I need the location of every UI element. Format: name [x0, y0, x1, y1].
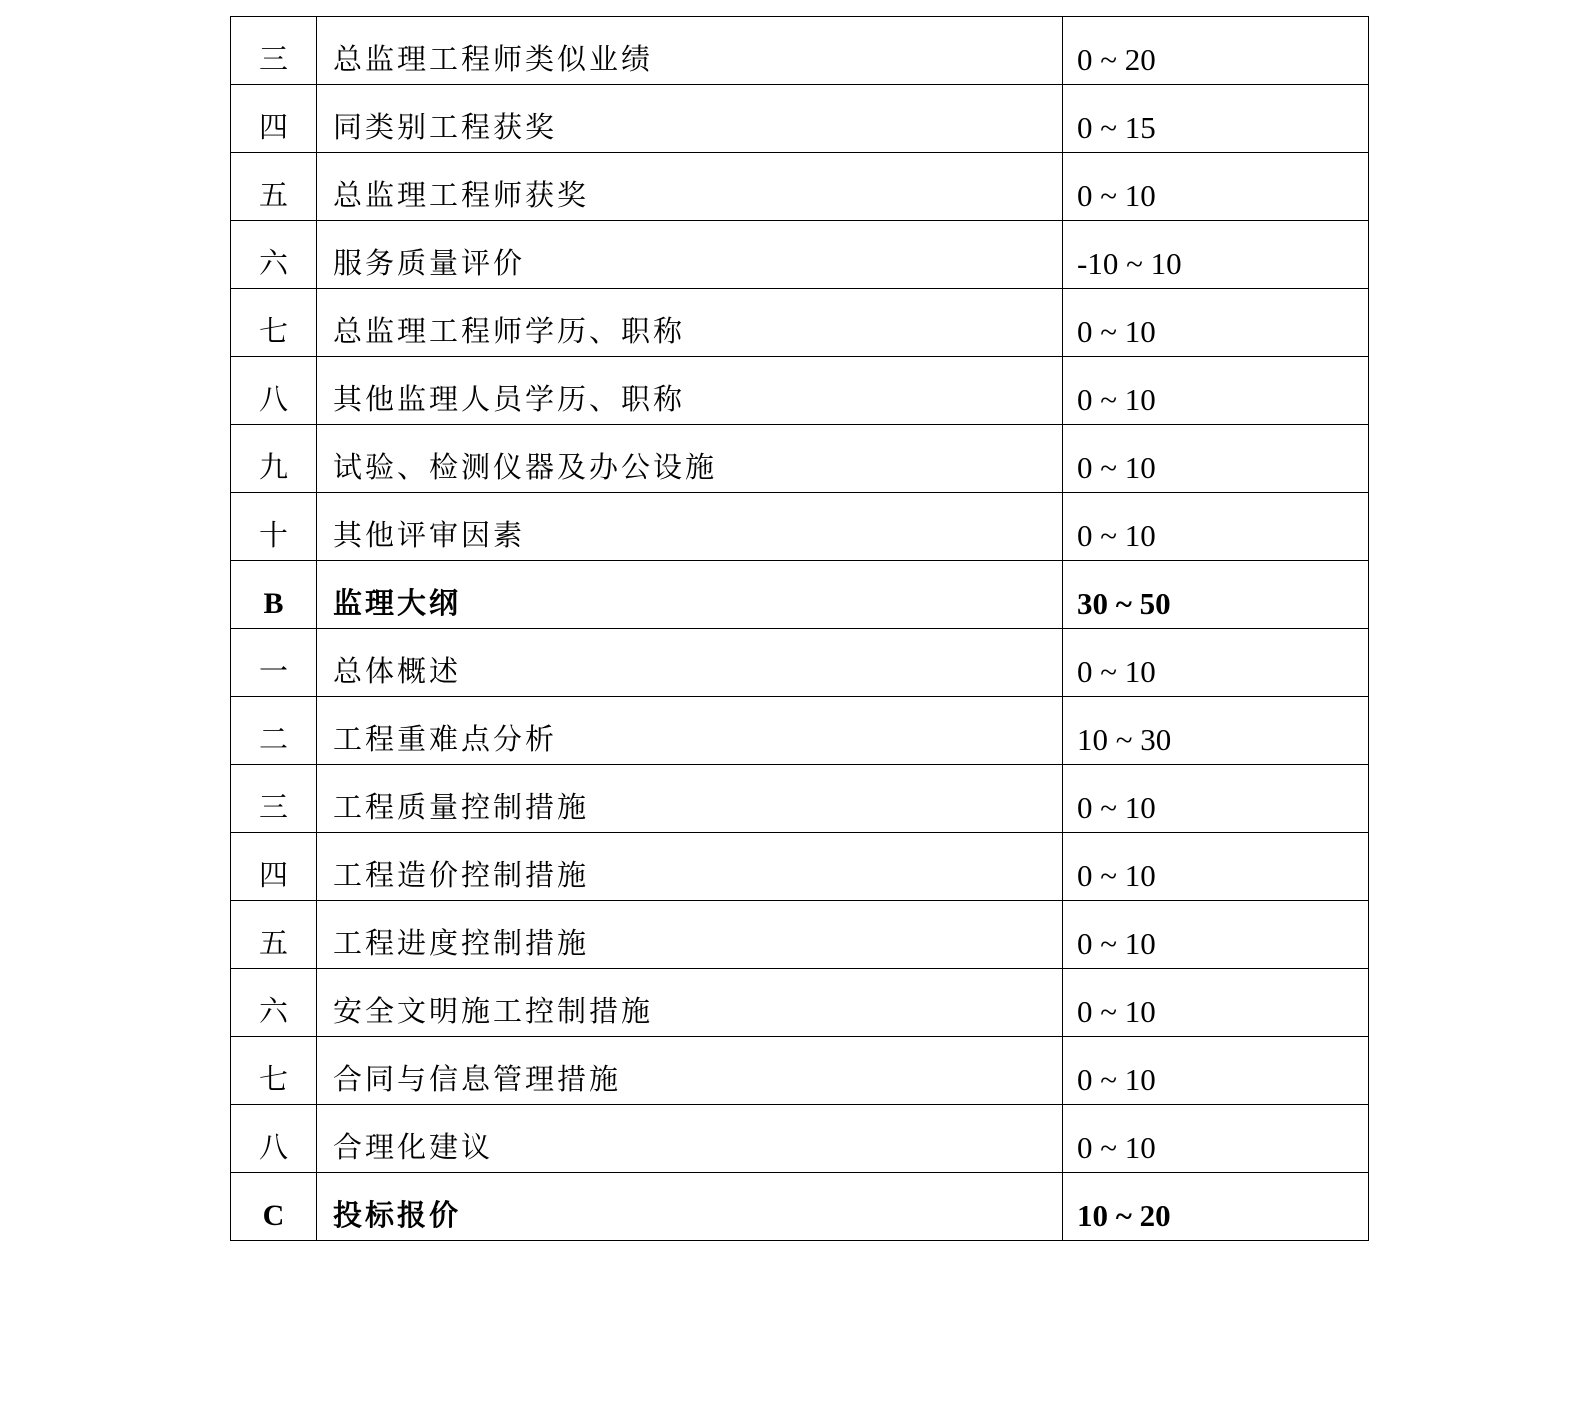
row-index-text: 四: [258, 858, 288, 892]
row-score-range-cell: [1063, 1173, 1369, 1241]
row-item-cell: [317, 901, 1063, 969]
row-index-cell: [231, 153, 317, 221]
row-score-range-text: -10 ~ 10: [1077, 246, 1182, 281]
row-item-text: 试验、检测仪器及办公设施: [333, 450, 718, 484]
row-item-text: 同类别工程获奖: [333, 110, 558, 144]
row-item-text: 总监理工程师获奖: [333, 178, 590, 212]
row-score-range-cell: [1063, 289, 1369, 357]
row-score-range-text: 10 ~ 30: [1077, 722, 1172, 757]
row-score-range-text: 0 ~ 10: [1077, 1130, 1156, 1165]
row-score-range-text: 0 ~ 10: [1077, 790, 1156, 825]
row-index-cell: [231, 765, 317, 833]
row-score-range-cell: [1063, 357, 1369, 425]
row-item-cell: [317, 17, 1063, 85]
row-score-range-text: 0 ~ 15: [1077, 110, 1156, 145]
row-item-cell: [317, 1037, 1063, 1105]
row-index-cell: [231, 1173, 317, 1241]
row-score-range-cell: [1063, 629, 1369, 697]
row-score-range-text: 0 ~ 10: [1077, 450, 1156, 485]
row-score-range-cell: [1063, 1037, 1369, 1105]
row-score-range-text: 0 ~ 10: [1077, 1062, 1156, 1097]
row-score-range-text: 0 ~ 10: [1077, 858, 1156, 893]
row-score-range-cell: [1063, 901, 1369, 969]
row-index-cell: [231, 629, 317, 697]
row-index-text: C: [262, 1198, 285, 1232]
row-item-text: 工程重难点分析: [333, 722, 558, 756]
row-index-cell: [231, 357, 317, 425]
row-item-cell: [317, 833, 1063, 901]
row-item-cell: [317, 561, 1063, 629]
table-row: [231, 833, 1369, 901]
row-item-cell: [317, 697, 1063, 765]
row-index-text: 八: [258, 382, 288, 416]
row-item-cell: [317, 85, 1063, 153]
row-index-text: 一: [258, 654, 288, 688]
row-index-text: 三: [258, 42, 288, 76]
row-score-range-text: 0 ~ 10: [1077, 178, 1156, 213]
row-index-cell: [231, 1105, 317, 1173]
row-item-cell: [317, 969, 1063, 1037]
row-index-text: 五: [258, 178, 288, 212]
row-index-text: B: [263, 586, 284, 620]
row-item-cell: [317, 289, 1063, 357]
row-index-cell: [231, 697, 317, 765]
row-score-range-cell: [1063, 833, 1369, 901]
row-score-range-cell: [1063, 1105, 1369, 1173]
row-score-range-text: 30 ~ 50: [1077, 586, 1171, 621]
row-index-cell: [231, 425, 317, 493]
row-item-text: 工程进度控制措施: [333, 926, 590, 960]
row-index-text: 五: [258, 926, 288, 960]
row-score-range-text: 0 ~ 20: [1077, 42, 1156, 77]
row-item-cell: [317, 1105, 1063, 1173]
table-row: [231, 289, 1369, 357]
row-score-range-cell: [1063, 697, 1369, 765]
section-row: [231, 1173, 1369, 1241]
row-score-range-cell: [1063, 561, 1369, 629]
row-index-cell: [231, 85, 317, 153]
row-score-range-cell: [1063, 493, 1369, 561]
row-item-cell: [317, 629, 1063, 697]
row-score-range-cell: [1063, 969, 1369, 1037]
row-item-text: 合理化建议: [333, 1130, 494, 1164]
table-row: [231, 765, 1369, 833]
table-row: [231, 221, 1369, 289]
row-score-range-cell: [1063, 85, 1369, 153]
row-item-cell: [317, 765, 1063, 833]
row-item-text: 投标报价: [333, 1198, 462, 1232]
row-score-range-cell: [1063, 765, 1369, 833]
table-row: [231, 969, 1369, 1037]
section-row: [231, 561, 1369, 629]
row-score-range-text: 0 ~ 10: [1077, 926, 1156, 961]
row-index-text: 八: [258, 1130, 288, 1164]
row-index-text: 七: [258, 314, 288, 348]
table-row: [231, 629, 1369, 697]
row-item-text: 总监理工程师类似业绩: [333, 42, 654, 76]
row-index-text: 六: [258, 994, 288, 1028]
row-item-cell: [317, 425, 1063, 493]
row-index-text: 七: [258, 1062, 288, 1096]
table-row: [231, 357, 1369, 425]
row-index-cell: [231, 901, 317, 969]
row-score-range-cell: [1063, 17, 1369, 85]
row-item-cell: [317, 153, 1063, 221]
row-index-cell: [231, 561, 317, 629]
row-score-range-text: 0 ~ 10: [1077, 314, 1156, 349]
table-row: [231, 85, 1369, 153]
row-index-cell: [231, 289, 317, 357]
row-index-text: 六: [258, 246, 288, 280]
row-item-text: 其他评审因素: [333, 518, 526, 552]
table-row: [231, 153, 1369, 221]
row-index-text: 三: [258, 790, 288, 824]
row-item-cell: [317, 221, 1063, 289]
table-row: [231, 697, 1369, 765]
table-row: [231, 1037, 1369, 1105]
row-index-cell: [231, 833, 317, 901]
row-score-range-text: 0 ~ 10: [1077, 382, 1156, 417]
row-index-text: 四: [258, 110, 288, 144]
table-row: [231, 1105, 1369, 1173]
row-item-text: 监理大纲: [333, 586, 462, 620]
row-index-cell: [231, 17, 317, 85]
row-index-cell: [231, 493, 317, 561]
row-item-text: 服务质量评价: [333, 246, 526, 280]
row-item-text: 总体概述: [333, 654, 462, 688]
row-item-cell: [317, 493, 1063, 561]
row-item-text: 合同与信息管理措施: [333, 1062, 622, 1096]
row-item-text: 工程造价控制措施: [333, 858, 590, 892]
table-row: [231, 493, 1369, 561]
scoring-criteria-table: [230, 16, 1369, 1241]
row-index-text: 九: [258, 450, 288, 484]
row-index-cell: [231, 969, 317, 1037]
row-item-cell: [317, 357, 1063, 425]
row-score-range-cell: [1063, 425, 1369, 493]
row-index-cell: [231, 221, 317, 289]
row-score-range-text: 10 ~ 20: [1077, 1198, 1171, 1233]
table-row: [231, 425, 1369, 493]
row-score-range-text: 0 ~ 10: [1077, 518, 1156, 553]
row-score-range-cell: [1063, 153, 1369, 221]
row-item-text: 工程质量控制措施: [333, 790, 590, 824]
table-row: [231, 17, 1369, 85]
row-index-text: 十: [258, 518, 288, 552]
row-score-range-text: 0 ~ 10: [1077, 654, 1156, 689]
row-score-range-cell: [1063, 221, 1369, 289]
row-index-text: 二: [258, 722, 288, 756]
table-row: [231, 901, 1369, 969]
row-item-cell: [317, 1173, 1063, 1241]
table-body: [231, 17, 1369, 1241]
row-score-range-text: 0 ~ 10: [1077, 994, 1156, 1029]
row-index-cell: [231, 1037, 317, 1105]
row-item-text: 总监理工程师学历、职称: [333, 314, 686, 348]
row-item-text: 其他监理人员学历、职称: [333, 382, 686, 416]
row-item-text: 安全文明施工控制措施: [333, 994, 654, 1028]
